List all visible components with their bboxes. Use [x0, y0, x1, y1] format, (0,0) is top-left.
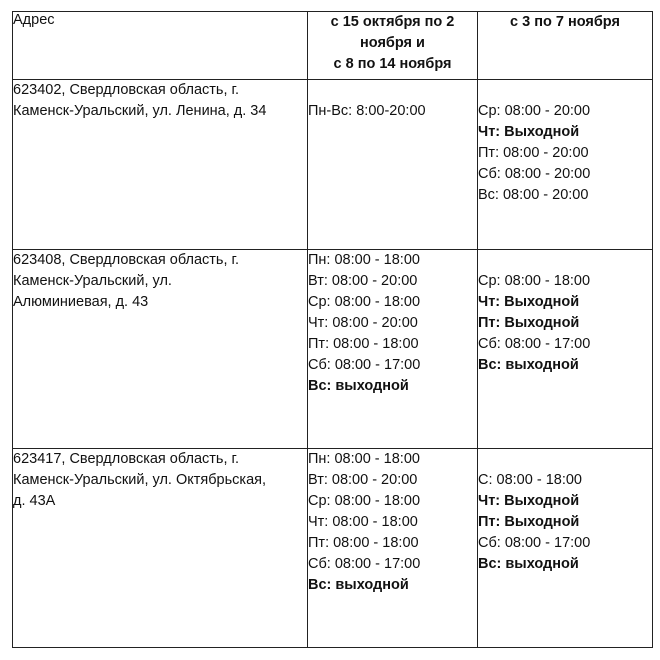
hours-line-closed: Вс: выходной — [308, 378, 409, 394]
hours-line: Чт: 08:00 - 20:00 — [308, 315, 418, 331]
hours-line: Пн: 08:00 - 18:00 — [308, 451, 420, 467]
hours-line: Пт: 08:00 - 18:00 — [308, 535, 419, 551]
period1-header-line: с 15 октября по 2 — [330, 14, 455, 30]
hours-line: Пт: 08:00 - 20:00 — [478, 145, 589, 161]
period1-hours-cell — [308, 449, 478, 648]
period2-hours-cell — [478, 80, 653, 250]
table-row — [13, 80, 653, 250]
hours-line-closed: Вс: выходной — [478, 357, 579, 373]
hours-line: Ср: 08:00 - 18:00 — [308, 294, 421, 310]
address-line: Алюминиевая, д. 43 — [13, 294, 149, 310]
address-line: Каменск-Уральский, ул. — [13, 273, 172, 289]
hours-line: Вт: 08:00 - 20:00 — [308, 273, 418, 289]
address-cell — [13, 449, 308, 648]
hours-line: Ср: 08:00 - 18:00 — [478, 273, 591, 289]
period1-hours-cell — [308, 80, 478, 250]
period2-column-header: с 3 по 7 ноября — [478, 12, 653, 80]
address-line: 623408, Свердловская область, г. — [13, 252, 240, 268]
header-row — [13, 12, 653, 80]
address-cell — [13, 80, 308, 250]
hours-line: Пт: 08:00 - 18:00 — [308, 336, 419, 352]
hours-line: Вс: 08:00 - 20:00 — [478, 187, 589, 203]
hours-line-closed: Чт: Выходной — [478, 493, 580, 509]
table-row — [13, 449, 653, 648]
hours-line-closed: Вс: выходной — [308, 577, 409, 593]
hours-line: Ср: 08:00 - 18:00 — [308, 493, 421, 509]
address-line: 623402, Свердловская область, г. — [13, 82, 240, 98]
period1-column-header — [308, 12, 478, 80]
period2-hours-cell — [478, 250, 653, 449]
period1-header-line: ноября и — [360, 35, 425, 51]
hours-line: Пн: 08:00 - 18:00 — [308, 252, 420, 268]
hours-line-closed: Вс: выходной — [478, 556, 579, 572]
hours-line-closed: Чт: Выходной — [478, 124, 580, 140]
address-line: 623417, Свердловская область, г. — [13, 451, 240, 467]
address-line: Каменск-Уральский, ул. Октябрьская, — [13, 472, 267, 488]
hours-line: Сб: 08:00 - 20:00 — [478, 166, 591, 182]
hours-line-closed: Пт: Выходной — [478, 514, 580, 530]
hours-line: Сб: 08:00 - 17:00 — [308, 357, 421, 373]
address-line: д. 43А — [13, 493, 56, 509]
period1-header-line: с 8 по 14 ноября — [333, 56, 452, 72]
period1-hours-cell — [308, 250, 478, 449]
table-row — [13, 250, 653, 449]
hours-line: Чт: 08:00 - 18:00 — [308, 514, 418, 530]
hours-line: Сб: 08:00 - 17:00 — [478, 336, 591, 352]
hours-line-closed: Пт: Выходной — [478, 315, 580, 331]
hours-line: Вт: 08:00 - 20:00 — [308, 472, 418, 488]
period2-hours-cell — [478, 449, 653, 648]
hours-line: Пн-Вс: 8:00-20:00 — [308, 103, 426, 119]
hours-line: Сб: 08:00 - 17:00 — [308, 556, 421, 572]
hours-line: Ср: 08:00 - 20:00 — [478, 103, 591, 119]
address-cell — [13, 250, 308, 449]
address-line: Каменск-Уральский, ул. Ленина, д. 34 — [13, 103, 267, 119]
hours-line-closed: Чт: Выходной — [478, 294, 580, 310]
schedule-table — [12, 11, 653, 648]
hours-line: Сб: 08:00 - 17:00 — [478, 535, 591, 551]
hours-line: С: 08:00 - 18:00 — [478, 472, 582, 488]
address-column-header: Адрес — [13, 12, 308, 80]
